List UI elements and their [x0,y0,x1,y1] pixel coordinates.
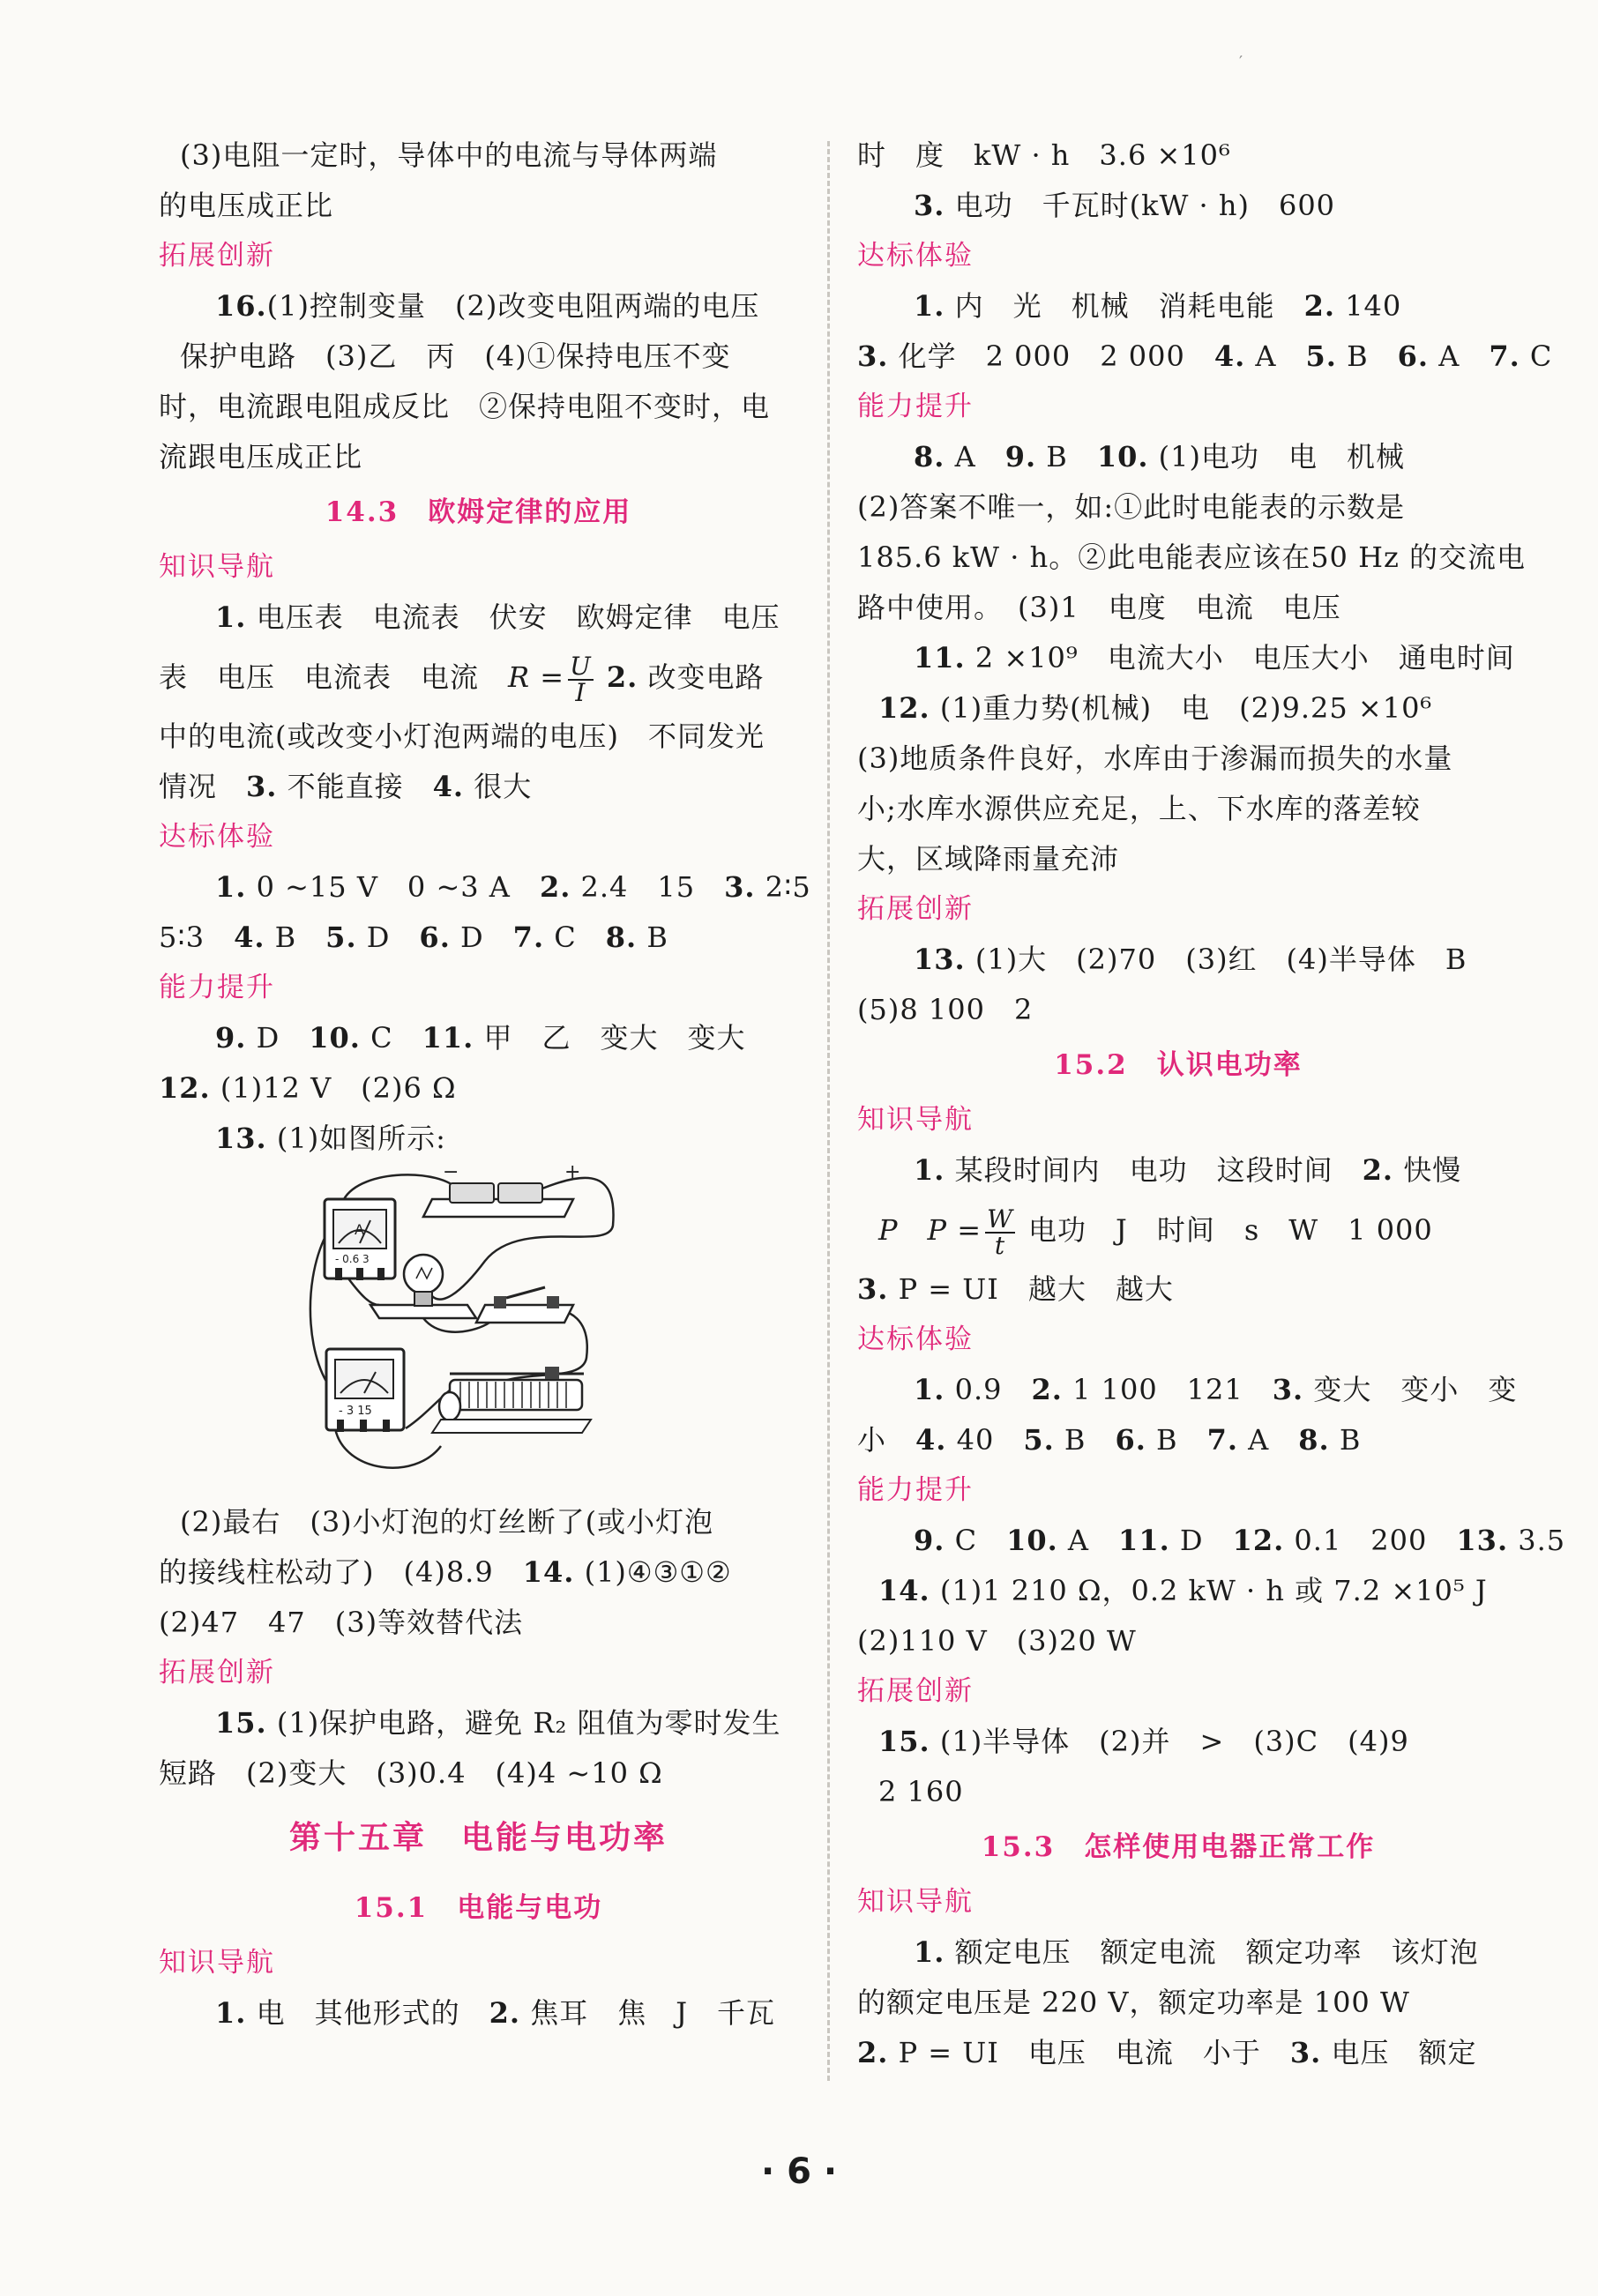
question-number: 3. [857,1272,889,1306]
answer-text: 流跟电压成正比 [159,440,363,473]
answer-text: 2.4 15 [580,870,696,904]
answer-text: (5)8 100 2 [857,993,1034,1026]
answer-text: 情况 [159,770,218,803]
answer-line [857,482,1499,533]
ammeter [325,1199,395,1280]
fraction-denominator: I [575,677,586,707]
answer-text: A [954,440,976,473]
answer-line [857,1978,1499,2028]
answer-text: P = UI 越大 越大 [898,1272,1174,1306]
answer-text: 甲 乙 变大 变大 [483,1021,746,1055]
chapter-title: 第十五章 电能与电功率 [288,1820,668,1856]
question-number: 8. [914,440,945,473]
answer-text: (1)如图所示: [276,1122,446,1155]
answer-text: D [366,921,391,954]
answer-text: (2)110 V (3)20 W [857,1624,1137,1658]
answer-line [857,985,1499,1035]
question-number: 7. [1206,1423,1238,1457]
answer-text: B [1347,339,1369,373]
answer-line [159,1748,798,1799]
question-number: 1. [914,1153,945,1187]
answer-text: 焦耳 焦 J 千瓦 [530,1996,776,2030]
answer-text: (1)④③①② [584,1555,732,1589]
answer-line [159,432,798,482]
answer-line [159,1598,798,1648]
answer-line [857,734,1499,784]
answer-text: (2)47 47 (3)等效替代法 [159,1606,524,1639]
answer-line [159,1013,798,1063]
section-heading: 拓展创新 [159,1657,275,1688]
left-column [159,130,811,2039]
answer-line [857,2028,1499,2078]
answer-line [159,1698,798,1748]
ammeter-label: A [355,1221,364,1238]
question-number: 9. [914,1524,945,1557]
battery-negative-label: − [443,1164,459,1183]
question-number: 5. [325,921,357,954]
answer-text: 2 160 [878,1775,964,1808]
switch [476,1287,573,1323]
answer-text: B [1064,1423,1086,1457]
section-heading: 拓展创新 [857,1675,974,1707]
answer-text: 小;水库水源供应充足，上、下水库的落差较 [857,792,1421,825]
question-number: 6. [1115,1423,1146,1457]
question-number: 1. [914,1373,945,1406]
section-heading: 能力提升 [159,972,275,1003]
question-number: 10. [1096,440,1149,473]
answer-text: (1)大 (2)70 (3)红 (4)半导体 B [974,943,1467,976]
answer-line [857,533,1527,583]
answer-line [857,1767,1499,1817]
question-number: 2. [1362,1153,1394,1187]
answer-line [857,784,1499,834]
answer-text: A [1248,1423,1270,1457]
answer-text: 电功 J 时间 s W 1 000 [1028,1213,1433,1247]
answer-line [159,281,798,332]
fraction-w-over-t [985,1204,1015,1260]
answer-text: 时，电流跟电阻成反比 ②保持电阻不变时，电 [159,390,771,423]
lesson-title: 14.3 欧姆定律的应用 [325,496,632,528]
lesson-title: 15.3 怎样使用电器正常工作 [981,1831,1376,1863]
question-number: 14. [878,1574,930,1607]
answer-text: 大，区域降雨量充沛 [857,842,1120,876]
answer-line [857,432,1499,482]
wire [348,1278,379,1305]
circuit-diagram [309,1164,653,1490]
section-heading: 能力提升 [857,1474,974,1506]
question-number: 13. [215,1122,267,1155]
question-number: 2. [1031,1373,1063,1406]
answer-text: C [554,921,577,954]
fraction-u-over-i [568,651,594,707]
corner-mark: ′ [1239,53,1243,71]
answer-line [857,834,1499,884]
section-heading: 拓展创新 [857,893,974,925]
circuit-figure [159,1164,798,1492]
ammeter-scale: - 0.6 3 [335,1253,370,1265]
question-number: 1. [215,870,247,904]
lesson-title: 15.1 电能与电功 [354,1892,603,1924]
answer-text: B [1156,1423,1178,1457]
answer-line [857,583,1499,633]
question-number: 5. [1305,339,1337,373]
answer-text: B [1046,440,1068,473]
answer-line [857,1927,1499,1978]
answer-text: 电压 额定 [1331,2036,1477,2069]
answer-text: (1)1 210 Ω，0.2 kW · h 或 7.2 ×10⁵ J [939,1574,1488,1607]
answer-line [159,332,798,382]
answer-line [159,762,798,812]
question-number: 6. [1397,339,1430,373]
question-number: 4. [1213,339,1246,373]
answer-text: 2∶5 [765,870,811,904]
fraction-denominator: t [994,1230,1006,1260]
answer-text: (1)12 V (2)6 Ω [220,1071,457,1105]
answer-text: 小 [857,1423,887,1457]
answer-line [857,633,1515,683]
fraction-numerator: W [987,1204,1013,1234]
question-number: 14. [522,1555,575,1589]
question-number: 7. [1489,339,1520,373]
question-number: 2. [489,1996,521,2030]
answer-text: A [1255,339,1277,373]
answer-text: P = UI 电压 电流 小于 [898,2036,1261,2069]
answer-line [857,332,1553,382]
answer-line [159,181,798,231]
answer-text: 3.5 [1518,1524,1566,1557]
question-number: 13. [914,943,966,976]
question-number: 2. [857,2036,889,2069]
answer-text: 内 光 机械 消耗电能 [954,289,1275,323]
answer-text: 0 ~15 V 0 ~3 A [256,870,511,904]
answer-line [857,1616,1499,1666]
question-number: 15. [878,1725,930,1758]
answer-line [857,181,1499,231]
question-number: 12. [159,1071,211,1105]
answer-text: B [274,921,297,954]
answer-line [857,1717,1499,1767]
answer-line [159,593,798,643]
question-number: 4. [915,1423,947,1457]
section-heading: 拓展创新 [159,240,275,272]
question-number: 15. [215,1706,267,1740]
answer-line [159,712,798,762]
answer-line [857,1365,1518,1415]
question-number: 3. [1272,1373,1304,1406]
question-number: 11. [914,641,966,675]
answer-line [159,862,811,913]
answer-line [159,1497,798,1547]
wire [335,1428,441,1468]
question-number: 11. [422,1021,474,1055]
question-number: 4. [234,921,265,954]
answer-text: 某段时间内 电功 这段时间 [954,1153,1333,1187]
question-number: 3. [857,339,889,373]
answer-text: (1)半导体 (2)并 > (3)C (4)9 [939,1725,1409,1758]
question-number: 1. [914,1935,945,1969]
answer-text: (1)电功 电 机械 [1158,440,1405,473]
answer-line [857,1415,1499,1465]
answer-text: (3)地质条件良好，水库由于渗漏而损失的水量 [857,742,1453,775]
answer-line [857,683,1499,734]
section-heading: 知识导航 [159,551,275,583]
answer-line [159,130,798,181]
answer-text: 表 电压 电流表 电流 [159,660,509,694]
answer-line [159,1547,798,1598]
answer-text: 的接线柱松动了) (4)8.9 [159,1555,494,1589]
question-number: 4. [432,770,465,803]
answer-text: A [1067,1524,1090,1557]
column-divider [827,141,830,2081]
answer-text: (2)最右 (3)小灯泡的灯丝断了(或小灯泡 [180,1505,714,1539]
question-number: 11. [1118,1524,1170,1557]
question-number: 12. [1232,1524,1285,1557]
answer-line [159,382,798,432]
voltmeter-scale: - 3 15 [339,1405,372,1418]
question-number: 12. [878,691,930,725]
answer-text: 快慢 [1403,1153,1462,1187]
answer-text: 的额定电压是 220 V，额定功率是 100 W [857,1986,1410,2019]
answer-text: C [1529,339,1553,373]
answer-text: 的电压成正比 [159,189,334,222]
answer-text: 很大 [474,770,533,803]
answer-text: D [460,921,484,954]
question-number: 1. [215,1996,247,2030]
question-number: 3. [246,770,278,803]
answer-line [857,1196,1499,1264]
question-number: 1. [914,289,945,323]
answer-line [857,935,1499,985]
battery-positive-label: + [564,1164,581,1183]
answer-text: 电压表 电流表 伏安 欧姆定律 电压 [256,600,780,634]
answer-text: B [646,921,668,954]
answer-text: 保护电路 (3)乙 丙 (4)①保持电压不变 [180,339,731,373]
section-heading: 达标体验 [857,240,974,272]
section-heading: 达标体验 [159,821,275,853]
question-number: 3. [724,870,756,904]
answer-text: A [1438,339,1460,373]
answer-text: 电 其他形式的 [256,1996,460,2030]
answer-text: (3)电阻一定时，导体中的电流与导体两端 [180,138,718,172]
voltmeter [326,1349,404,1432]
section-heading: 达标体验 [857,1323,974,1355]
question-number: 16. [215,289,267,323]
section-heading: 知识导航 [857,1104,974,1136]
section-heading: 能力提升 [857,391,974,422]
answer-line [159,913,798,963]
answer-text: 5∶3 [159,921,205,954]
answer-text: 变大 变小 变 [1313,1373,1518,1406]
answer-text: 0.9 [954,1373,1003,1406]
question-number: 9. [1004,440,1037,473]
question-number: 13. [1456,1524,1509,1557]
question-number: 1. [215,600,247,634]
question-number: 3. [914,189,945,222]
question-number: 9. [215,1021,247,1055]
wire [344,1174,459,1199]
question-number: 3. [1289,2036,1322,2069]
section-heading: 知识导航 [159,1947,275,1979]
question-number: 7. [512,921,545,954]
answer-text: D [256,1021,280,1055]
question-number: 8. [1298,1423,1330,1457]
answer-line [857,1516,1566,1566]
question-number: 10. [1006,1524,1058,1557]
question-number: 2. [1303,289,1336,323]
answer-text: (1)重力势(机械) 电 (2)9.25 ×10⁶ [939,691,1433,725]
question-number: 2. [539,870,571,904]
question-number: 6. [419,921,451,954]
answer-text: 2 ×10⁹ 电流大小 电压大小 通电时间 [974,641,1515,675]
answer-text: C [370,1021,393,1055]
battery [423,1164,580,1217]
question-number: 5. [1023,1423,1055,1457]
answer-text: 不能直接 [287,770,404,803]
answer-text: (2)答案不唯一，如:①此时电能表的示数是 [857,490,1406,524]
answer-text: D [1179,1524,1204,1557]
answer-text: 改变电路 [647,660,765,694]
answer-line [159,643,798,712]
rheostat [432,1367,591,1433]
answer-line [857,281,1499,332]
answer-text: 中的电流(或改变小灯泡两端的电压) 不同发光 [159,719,765,753]
answer-text: 路中使用。 (3)1 电度 电流 电压 [857,591,1341,624]
answer-line [159,1063,798,1114]
answer-text: B [1339,1423,1362,1457]
answer-text: 电功 千瓦时(kW · h) 600 [954,189,1336,222]
answer-text: 185.6 kW · h。②此电能表应该在50 Hz 的交流电 [857,540,1527,574]
answer-line [857,1566,1499,1616]
formula-lhs: R = [508,660,565,694]
answer-text: C [954,1524,978,1557]
answer-text: 短路 (2)变大 (3)0.4 (4)4 ~10 Ω [159,1756,663,1790]
answer-line [159,1988,798,2039]
answer-text: 额定电压 额定电流 额定功率 该灯泡 [954,1935,1479,1969]
answer-text: 40 [956,1423,995,1457]
answer-line [857,130,1499,181]
question-number: 8. [605,921,638,954]
right-column [857,130,1566,2078]
formula-lhs: P P = [878,1213,982,1247]
answer-line [159,1114,798,1164]
answer-text: 1 100 121 [1072,1373,1243,1406]
answer-line [857,1264,1499,1315]
answer-text: 0.1 200 [1294,1524,1428,1557]
answer-text: (1)控制变量 (2)改变电阻两端的电压 [266,289,760,323]
answer-text: (1)保护电路，避免 R₂ 阻值为零时发生 [276,1706,781,1740]
lesson-title: 15.2 认识电功率 [1054,1049,1303,1081]
answer-text: 时 度 kW · h 3.6 ×10⁶ [857,138,1231,172]
question-number: 2. [606,660,638,694]
answer-text: 140 [1345,289,1402,323]
section-heading: 知识导航 [857,1886,974,1918]
fraction-numerator: U [570,651,592,681]
page-number: · 6 · [760,2151,838,2192]
answer-line [857,1145,1499,1196]
answer-text: 化学 2 000 2 000 [898,339,1185,373]
question-number: 10. [309,1021,361,1055]
